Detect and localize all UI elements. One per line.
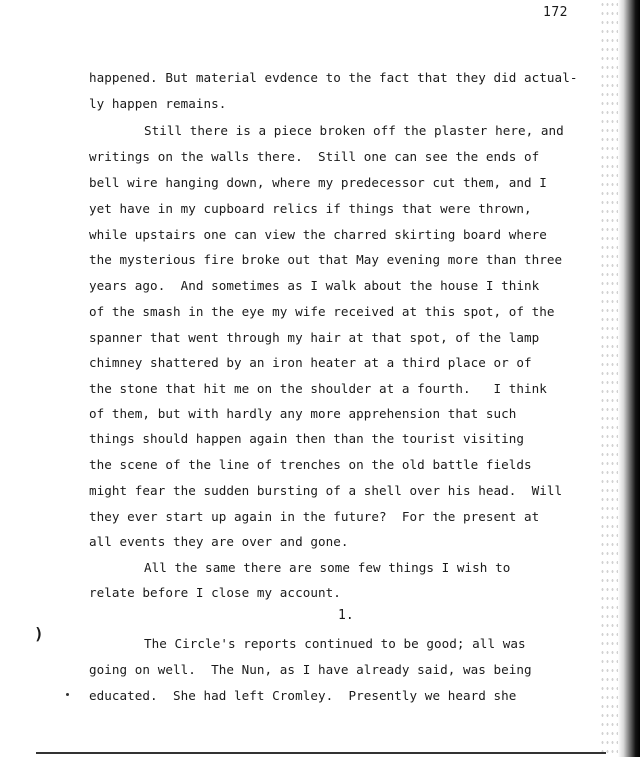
text-line: relate before I close my account. xyxy=(89,585,341,600)
section-number: 1. xyxy=(338,608,354,623)
scan-edge-shadow xyxy=(618,0,640,757)
bottom-scan-rule xyxy=(36,752,606,754)
text-line: might fear the sudden bursting of a shell over his head. Will xyxy=(89,483,563,498)
margin-dot xyxy=(66,693,69,696)
text-line: things should happen again then than the tourist visiting xyxy=(89,431,525,446)
text-line: happened. But material evdence to the fact that they did actual- xyxy=(89,70,578,85)
page-number: 172 xyxy=(543,5,568,20)
text-line: years ago. And sometimes as I walk about the house I think xyxy=(89,278,540,293)
margin-bracket-mark: ) xyxy=(34,624,44,643)
text-line: while upstairs one can view the charred skirting board where xyxy=(89,227,547,242)
text-line: yet have in my cupboard relics if things that were thrown, xyxy=(89,201,532,216)
text-line: All the same there are some few things I wish to xyxy=(144,560,511,575)
text-line: spanner that went through my hair at that spot, of the lamp xyxy=(89,330,540,345)
text-line: chimney shattered by an iron heater at a third place or of xyxy=(89,355,532,370)
text-line: educated. She had left Cromley. Presently we heard she xyxy=(89,688,517,703)
text-line: the mysterious fire broke out that May evening more than three xyxy=(89,252,563,267)
scan-edge-speckle xyxy=(600,0,618,757)
text-line: The Circle's reports continued to be good; all was xyxy=(144,636,526,651)
text-line: ly happen remains. xyxy=(89,96,227,111)
text-line: going on well. The Nun, as I have already said, was being xyxy=(89,662,532,677)
text-line: of them, but with hardly any more apprehension that such xyxy=(89,406,517,421)
text-line: Still there is a piece broken off the plaster here, and xyxy=(144,123,564,138)
text-line: the stone that hit me on the shoulder at a fourth. I think xyxy=(89,381,547,396)
text-line: of the smash in the eye my wife received at this spot, of the xyxy=(89,304,555,319)
text-line: bell wire hanging down, where my predecessor cut them, and I xyxy=(89,175,547,190)
text-line: writings on the walls there. Still one can see the ends of xyxy=(89,149,540,164)
text-line: all events they are over and gone. xyxy=(89,534,349,549)
text-line: the scene of the line of trenches on the old battle fields xyxy=(89,457,532,472)
text-line: they ever start up again in the future? For the present at xyxy=(89,509,540,524)
